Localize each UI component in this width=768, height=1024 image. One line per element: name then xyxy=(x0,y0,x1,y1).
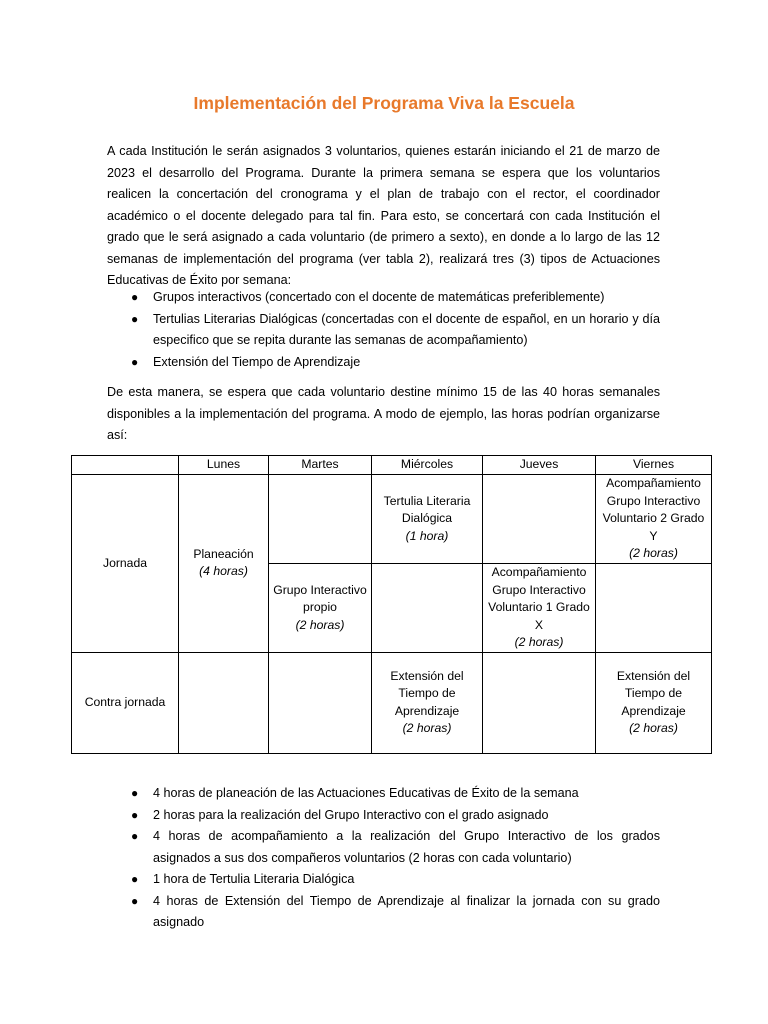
cell-tertulia: Tertulia Literaria Dialógica (1 hora) xyxy=(372,475,483,564)
row-label-jornada: Jornada xyxy=(72,475,179,653)
hours-paragraph: De esta manera, se espera que cada voluntario destine mínimo 15 de las 40 horas semanales disponibles a la implementación del programa. A modo de ejemplo, las horas podrían organizarse así: xyxy=(107,385,660,442)
cell-viernes-acompanamiento: Acompañamiento Grupo Interactivo Voluntario 2 Grado Y (2 horas) xyxy=(596,475,712,564)
list-item: ● 1 hora de Tertulia Literaria Dialógica xyxy=(107,869,660,891)
activity-types-list xyxy=(107,287,660,373)
cell-planeacion: Planeación (4 horas) xyxy=(179,475,269,653)
list-item: ● 4 horas de acompañamiento a la realización del Grupo Interactivo de los grados asignados a sus dos compañeros voluntarios (2 horas con cada voluntario) xyxy=(107,826,660,869)
cell-empty xyxy=(596,564,712,653)
bullet-icon: ● xyxy=(131,872,139,886)
cell-empty xyxy=(483,652,596,753)
row-label-contra-jornada: Contra jornada xyxy=(72,652,179,753)
header-martes: Martes xyxy=(269,456,372,475)
table-header-row xyxy=(72,456,712,475)
cell-jueves-acompanamiento: Acompañamiento Grupo Interactivo Voluntario 1 Grado X (2 horas) xyxy=(483,564,596,653)
bullet-icon: ● xyxy=(131,829,139,843)
page-title: Implementación del Programa Viva la Escuela xyxy=(193,93,575,113)
header-miercoles: Miércoles xyxy=(372,456,483,475)
cell-empty xyxy=(372,564,483,653)
cell-empty xyxy=(269,475,372,564)
bullet-icon: ● xyxy=(131,290,139,304)
weekly-schedule-table xyxy=(71,455,712,754)
header-jueves: Jueves xyxy=(483,456,596,475)
list-item: ● 4 horas de Extensión del Tiempo de Aprendizaje al finalizar la jornada con su grado asignado xyxy=(107,891,660,934)
list-item: ● 2 horas para la realización del Grupo Interactivo con el grado asignado xyxy=(107,805,660,827)
header-empty xyxy=(72,456,179,475)
list-item: ● Tertulias Literarias Dialógicas (concertadas con el docente de español, en un horario y día especifico que se repita durante las semanas de acompañamiento) xyxy=(107,309,660,352)
cell-extension-viernes: Extensión del Tiempo de Aprendizaje (2 horas) xyxy=(596,652,712,753)
bullet-icon: ● xyxy=(131,311,139,326)
list-item: ● 4 horas de planeación de las Actuaciones Educativas de Éxito de la semana xyxy=(107,783,660,805)
bullet-icon: ● xyxy=(131,807,139,822)
bullet-icon: ● xyxy=(131,354,139,369)
table-row xyxy=(72,652,712,753)
cell-empty xyxy=(269,652,372,753)
intro-paragraph: A cada Institución le serán asignados 3 voluntarios, quienes estarán iniciando el 21 de marzo de 2023 el desarrollo del Programa. Durante la primera semana se espera que los voluntarios realicen la concertación del cronograma y el plan de trabajo con el rector, el coordinador académico o el docente delegado para tal fin. Para esto, se concertará con cada Institución el grado que le será asignado a cada voluntario (de primero a sexto), en donde a lo largo de las 12 semanas de implementación del programa (ver tabla 2), realizará tres (3) tipos de Actuaciones Educativas de Éxito por semana: xyxy=(107,144,660,287)
header-viernes: Viernes xyxy=(596,456,712,475)
cell-grupo-propio: Grupo Interactivo propio (2 horas) xyxy=(269,564,372,653)
cell-empty xyxy=(179,652,269,753)
list-item: ● Extensión del Tiempo de Aprendizaje xyxy=(107,352,660,374)
bullet-icon: ● xyxy=(131,786,139,800)
bullet-icon: ● xyxy=(131,893,139,908)
header-lunes: Lunes xyxy=(179,456,269,475)
hours-breakdown-list xyxy=(107,783,660,934)
list-item: ● Grupos interactivos (concertado con el docente de matemáticas preferiblemente) xyxy=(107,287,660,309)
cell-extension-miercoles: Extensión del Tiempo de Aprendizaje (2 horas) xyxy=(372,652,483,753)
cell-empty xyxy=(483,475,596,564)
table-row xyxy=(72,475,712,564)
